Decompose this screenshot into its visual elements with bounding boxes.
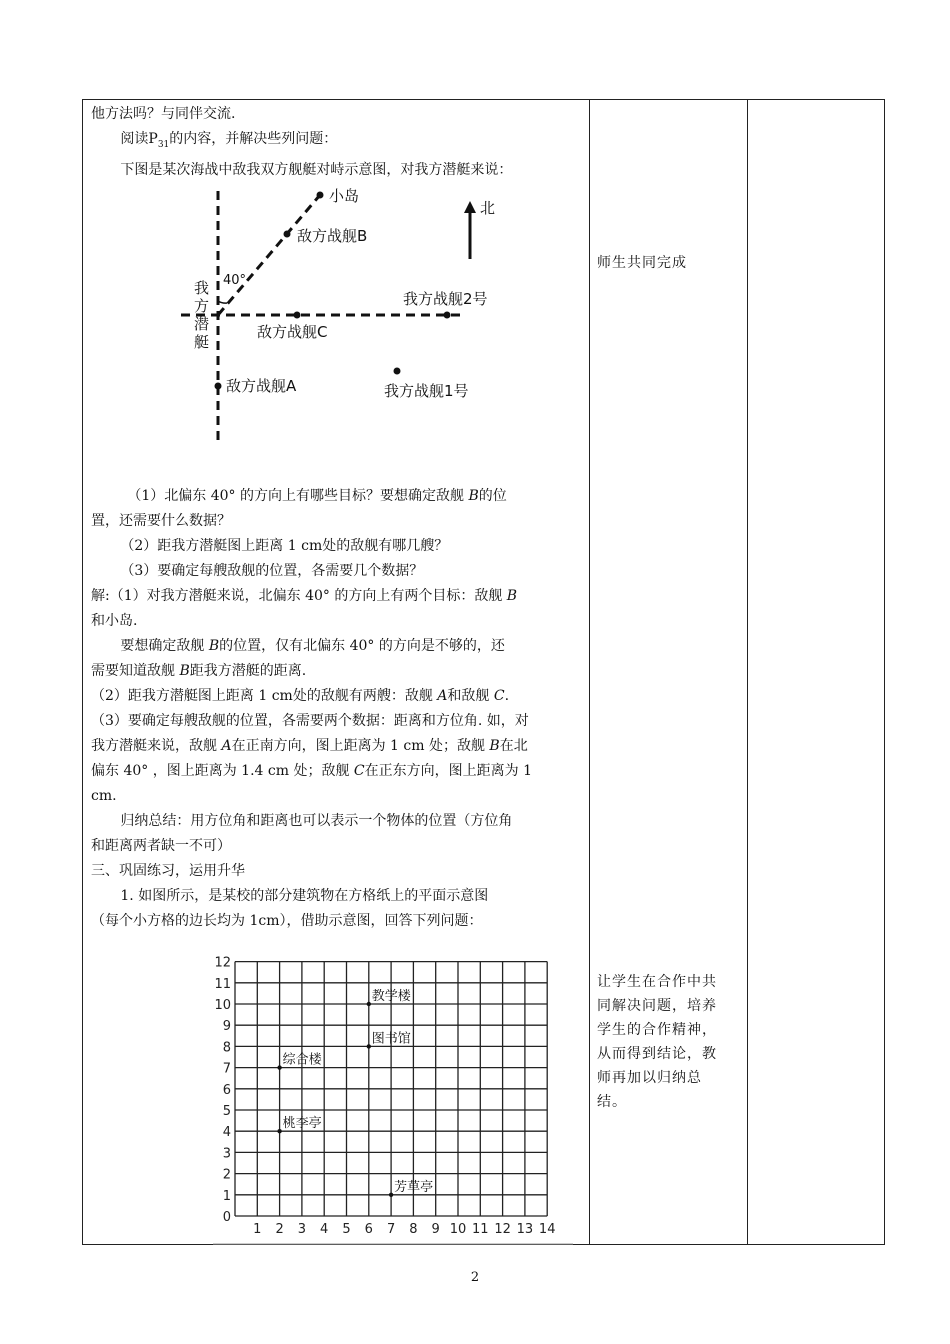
text-line: 1. 如图所示，是某校的部分建筑物在方格纸上的平面示意图 — [120, 887, 489, 904]
our-ship-1-dot — [394, 367, 401, 374]
building-teaching-label: 教学楼 — [371, 989, 411, 1004]
pavilion-fangcao-dot — [389, 1193, 393, 1197]
y-tick-label: 10 — [214, 998, 231, 1013]
text-line: （3）要确定每艘敌舰的位置，各需要几个数据？ — [120, 562, 424, 579]
text-line: 我方潜艇来说，敌舰 A在正南方向，图上距离为 1 cm 处；敌舰 B在北 — [91, 737, 528, 754]
enemy-c-dot — [294, 311, 301, 318]
text-line: 置，还需要什么数据？ — [91, 512, 231, 529]
y-tick-label: 6 — [222, 1082, 231, 1098]
y-tick-label: 0 — [222, 1210, 231, 1225]
y-tick-label: 5 — [222, 1104, 231, 1119]
pavilion-taoli-dot — [277, 1129, 281, 1133]
label-sub: 潜 — [194, 314, 210, 333]
x-tick-label: 5 — [342, 1222, 351, 1237]
y-tick-label: 9 — [222, 1019, 231, 1035]
building-general-dot — [277, 1065, 281, 1069]
pavilion-fangcao-label: 芳草亭 — [394, 1179, 434, 1195]
label-sub: 艇 — [194, 332, 210, 351]
x-tick-label: 7 — [386, 1222, 396, 1237]
building-library-dot — [367, 1044, 371, 1048]
label-our-ship-1: 我方战舰1号 — [384, 381, 469, 400]
text-line: （3）要确定每艘敌舰的位置，各需要两个数据：距离和方位角. 如，对 — [91, 712, 529, 729]
column-divider — [747, 100, 748, 1244]
text-line: 偏东 40° ，图上距离为 1.4 cm 处；敌舰 C在正东方向，图上距离为 1 — [91, 762, 532, 779]
text-line: 他方法吗？与同伴交流. — [91, 106, 236, 122]
column-divider — [589, 100, 590, 1244]
lesson-table — [82, 99, 885, 1245]
x-tick-label: 13 — [516, 1222, 534, 1237]
label-north: 北 — [480, 198, 496, 217]
text-line: 需要知道敌舰 B距我方潜艇的距离. — [91, 662, 307, 679]
enemy-b-dot — [284, 230, 291, 237]
text-line: （2）距我方潜艇图上距离 1 cm处的敌舰有哪几艘？ — [120, 537, 449, 554]
x-tick-label: 3 — [297, 1222, 307, 1237]
x-tick-label: 8 — [409, 1222, 418, 1237]
campus-grid-map — [213, 952, 573, 1247]
label-enemy-b: 敌方战舰B — [297, 226, 368, 245]
note-cooperation: 让学生在合作中共 同解决问题，培养 学生的合作精神， 从而得到结论，教 师再加以归纳总 结。 — [597, 974, 717, 1110]
enemy-a-dot — [215, 382, 222, 389]
x-tick-label: 14 — [538, 1222, 556, 1237]
text-line: 下图是某次海战中敌我双方舰艇对峙示意图，对我方潜艇来说： — [120, 161, 513, 178]
x-tick-label: 4 — [320, 1222, 329, 1237]
text-line: 阅读$P_{31}$的内容，并解决些列问题： — [120, 131, 338, 150]
y-tick-label: 2 — [222, 1167, 231, 1183]
pavilion-taoli-label: 桃李亭 — [282, 1116, 322, 1132]
x-tick-label: 10 — [449, 1222, 467, 1237]
y-tick-label: 1 — [222, 1188, 231, 1204]
label-island: 小岛 — [329, 186, 360, 205]
y-tick-label: 12 — [214, 955, 231, 971]
label-our-ship-2: 我方战舰2号 — [403, 289, 488, 308]
y-tick-label: 4 — [222, 1125, 231, 1141]
text-line: （每个小方格的边长均为 1cm），借助示意图，回答下列问题： — [91, 912, 483, 929]
building-teaching-dot — [367, 1002, 371, 1006]
text-line: cm. — [91, 787, 117, 804]
y-tick-label: 7 — [222, 1061, 231, 1077]
text-line: 要想确定敌舰 B的位置，仅有北偏东 40° 的方向是不够的，还 — [120, 637, 505, 654]
label-sub: 方 — [194, 296, 210, 315]
our-ship-2-dot — [444, 311, 451, 318]
text-line: （2）距我方潜艇图上距离 1 cm处的敌舰有两艘：敌舰 A和敌舰 C. — [91, 687, 510, 704]
text-line: 归纳总结：用方位角和距离也可以表示一个物体的位置（方位角 — [120, 812, 513, 829]
x-tick-label: 6 — [364, 1222, 373, 1237]
y-tick-label: 11 — [214, 976, 231, 992]
label-enemy-a: 敌方战舰A — [226, 376, 297, 395]
island-dot — [317, 191, 324, 198]
content-column — [91, 100, 589, 934]
x-tick-label: 11 — [472, 1222, 489, 1237]
section-heading: 三、巩固练习，运用升华 — [91, 862, 245, 879]
x-tick-label: 9 — [431, 1222, 440, 1237]
building-general-label: 综合楼 — [282, 1052, 322, 1068]
x-tick-label: 1 — [253, 1222, 262, 1237]
building-library-label: 图书馆 — [371, 1031, 411, 1047]
text-line: 解:（1）对我方潜艇来说，北偏东 40° 的方向上有两个目标：敌舰 B — [91, 587, 518, 604]
page-number: 2 — [470, 1270, 480, 1285]
note-teacher-student: 师生共同完成 — [597, 255, 687, 271]
x-tick-label: 12 — [494, 1222, 511, 1237]
text-line: 和距离两者缺一不可） — [91, 837, 231, 854]
text-line: （1）北偏东 40° 的方向上有哪些目标？要想确定敌舰 B的位 — [127, 487, 507, 504]
text-line: 和小岛. — [91, 612, 138, 629]
label-angle: 40° — [223, 272, 247, 288]
y-tick-label: 8 — [222, 1040, 231, 1056]
label-enemy-c: 敌方战舰C — [257, 322, 328, 341]
naval-diagram — [91, 183, 589, 473]
x-tick-label: 2 — [275, 1222, 284, 1237]
y-tick-label: 3 — [222, 1146, 231, 1162]
north-arrowhead-icon — [464, 201, 476, 213]
label-sub: 我 — [194, 278, 210, 297]
